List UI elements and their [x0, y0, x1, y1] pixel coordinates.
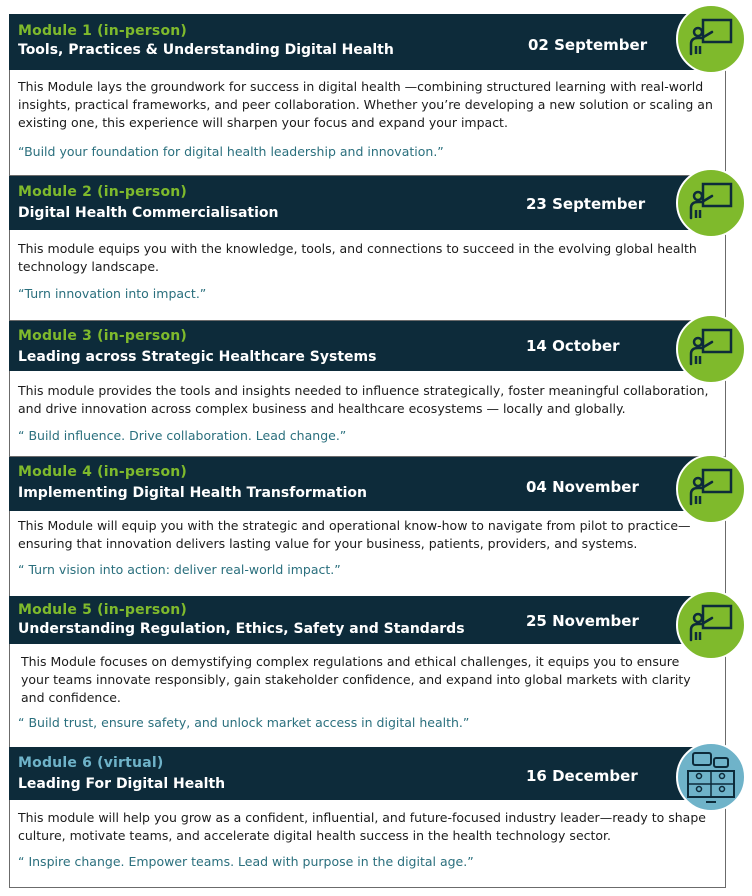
module-quote: “Build your foundation for digital health leadership and innovation.” — [18, 144, 444, 159]
module-header — [9, 14, 726, 70]
module-quote: “ Turn vision into action: deliver real-world impact.” — [18, 562, 341, 577]
module-body — [9, 70, 726, 176]
module-description: This Module will equip you with the strategic and operational know-how to navigate from pilot to practice—ensuring that innovation delivers lasting value for your business, patients, providers, and systems. — [18, 518, 691, 551]
module-description: This Module focuses on demystifying complex regulations and ethical challenges, it equips you to ensure your teams innovate responsibly, gain stakeholder confidence, and expand into global markets with clarity and confidence. — [21, 654, 691, 705]
module-header — [9, 176, 726, 230]
module-description: This module equips you with the knowledge, tools, and connections to succeed in the evolving global health technology landscape. — [18, 241, 697, 274]
module-quote: “ Build trust, ensure safety, and unlock market access in digital health.” — [18, 715, 470, 730]
module-title: Understanding Regulation, Ethics, Safety and Standards — [18, 621, 465, 637]
module-header — [9, 596, 726, 644]
teacher-board-icon — [676, 454, 746, 524]
module-date: 04 November — [526, 478, 639, 496]
module-label: Module 4 (in-person) — [18, 464, 188, 480]
module-date: 16 December — [526, 767, 638, 785]
module-title: Tools, Practices & Understanding Digital Health — [18, 42, 394, 58]
module-header — [9, 747, 726, 800]
module-body — [9, 511, 726, 597]
module-description: This module provides the tools and insights needed to influence strategically, foster meaningful collaboration, and drive innovation across complex business and healthcare ecosystems — locally and globally. — [18, 383, 709, 416]
module-date: 23 September — [526, 195, 646, 213]
module-body — [9, 371, 726, 457]
teacher-board-icon — [676, 4, 746, 74]
module-body — [9, 644, 726, 748]
module-label: Module 2 (in-person) — [18, 184, 188, 200]
module-label: Module 1 (in-person) — [18, 23, 188, 39]
module-body — [9, 230, 726, 321]
module-title: Digital Health Commercialisation — [18, 205, 279, 221]
module-description: This module will help you grow as a confident, influential, and future-focused industry leader—ready to shape culture, motivate teams, and accelerate digital health success in the health technology sector. — [18, 810, 706, 843]
teacher-board-icon — [676, 168, 746, 238]
module-label: Module 6 (virtual) — [18, 755, 164, 771]
module-label: Module 3 (in-person) — [18, 328, 188, 344]
module-body — [9, 800, 726, 888]
module-title: Leading For Digital Health — [18, 776, 226, 792]
module-title: Implementing Digital Health Transformation — [18, 485, 367, 501]
module-quote: “Turn innovation into impact.” — [18, 286, 207, 301]
module-header — [9, 457, 726, 511]
module-date: 25 November — [526, 612, 639, 630]
module-quote: “ Inspire change. Empower teams. Lead with purpose in the digital age.” — [18, 854, 474, 869]
module-quote: “ Build influence. Drive collaboration. Lead change.” — [18, 428, 347, 443]
module-title: Leading across Strategic Healthcare Systems — [18, 349, 377, 365]
module-header — [9, 321, 726, 371]
teacher-board-icon — [676, 314, 746, 384]
module-description: This Module lays the groundwork for success in digital health —combining structured learning with real-world insights, practical frameworks, and peer collaboration. Whether you’re developing a new solution or scaling an existing one, this experience will sharpen your focus and expand your impact. — [18, 79, 713, 130]
module-date: 14 October — [526, 337, 620, 355]
module-date: 02 September — [528, 36, 648, 54]
teacher-board-icon — [676, 590, 746, 660]
video-conference-icon — [676, 742, 746, 812]
module-label: Module 5 (in-person) — [18, 602, 188, 618]
